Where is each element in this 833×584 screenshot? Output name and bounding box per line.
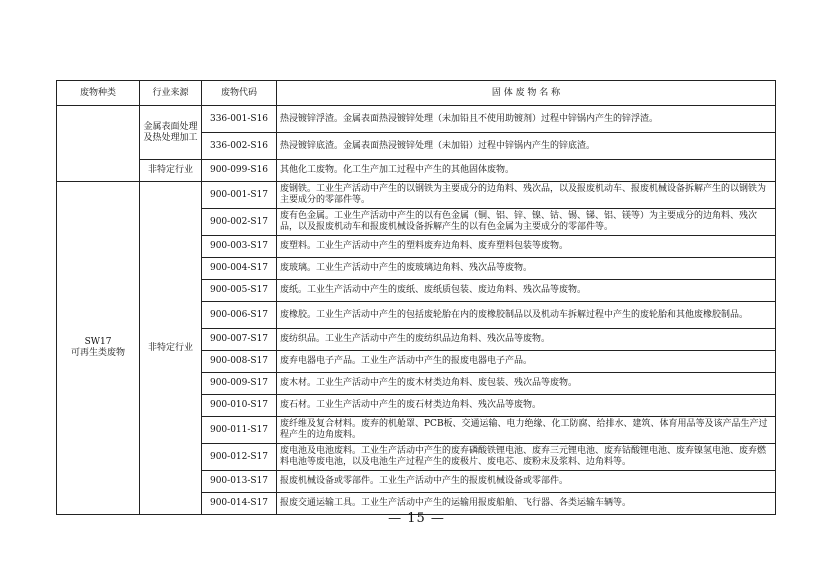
waste-description: 废木材。工业生产活动中产生的废木材类边角料、废包装、残次品等废物。 — [277, 373, 776, 395]
waste-description: 热浸镀锌浮渣。金属表面热浸镀锌处理（未加铅且不使用助镀剂）过程中锌锅内产生的锌浮渣。 — [277, 106, 776, 133]
header-code: 废物代码 — [202, 81, 277, 106]
header-row — [57, 81, 776, 106]
waste-code: 900-014-S17 — [202, 493, 277, 515]
waste-description: 废玻璃。工业生产活动中产生的废玻璃边角料、残次品等废物。 — [277, 258, 776, 280]
waste-code: 900-011-S17 — [202, 417, 277, 444]
header-name: 固 体 废 物 名 称 — [277, 81, 776, 106]
waste-code: 900-099-S16 — [202, 160, 277, 182]
waste-description: 热浸镀锌底渣。金属表面热浸镀锌处理（未加铅）过程中锌锅内产生的锌底渣。 — [277, 133, 776, 160]
waste-code: 900-007-S17 — [202, 329, 277, 351]
source-cell: 非特定行业 — [140, 182, 202, 515]
waste-code: 900-001-S17 — [202, 182, 277, 209]
header-category: 废物种类 — [57, 81, 140, 106]
source-cell: 金属表面处理及热处理加工 — [140, 106, 202, 160]
page-number: — 15 — — [388, 511, 445, 526]
waste-description: 报废机械设备或零部件。工业生产活动中产生的报废机械设备或零部件。 — [277, 471, 776, 493]
category-cell-continued — [57, 106, 140, 182]
waste-description: 其他化工废物。化工生产加工过程中产生的其他固体废物。 — [277, 160, 776, 182]
waste-description: 报废交通运输工具。工业生产活动中产生的运输用报废船舶、飞行器、各类运输车辆等。 — [277, 493, 776, 515]
waste-code: 900-008-S17 — [202, 351, 277, 373]
waste-description: 废纺织品。工业生产活动中产生的废纺织品边角料、残次品等废物。 — [277, 329, 776, 351]
table-row — [57, 160, 776, 182]
waste-description: 废橡胶。工业生产活动中产生的包括废轮胎在内的废橡胶制品以及机动车拆解过程中产生的废轮胎和其他废橡胶制品。 — [277, 302, 776, 329]
table-row — [57, 182, 776, 209]
category-code: SW17 — [84, 337, 112, 347]
table-row — [57, 106, 776, 133]
waste-code: 900-013-S17 — [202, 471, 277, 493]
waste-description: 废纤维及复合材料。废弃的机舱罩、PCB板、交通运输、电力绝缘、化工防腐、给排水、建筑、体育用品等及该产品生产过程产生的边角废料。 — [277, 417, 776, 444]
waste-description: 废石材。工业生产活动中产生的废石材类边角料、残次品等废物。 — [277, 395, 776, 417]
waste-code: 900-005-S17 — [202, 280, 277, 302]
waste-code: 900-003-S17 — [202, 236, 277, 258]
waste-code: 900-002-S17 — [202, 209, 277, 236]
source-cell: 非特定行业 — [140, 160, 202, 182]
category-name: 可再生类废物 — [70, 348, 125, 358]
waste-description: 废纸。工业生产活动中产生的废纸、废纸质包装、废边角料、残次品等废物。 — [277, 280, 776, 302]
waste-code: 336-002-S16 — [202, 133, 277, 160]
waste-code: 900-009-S17 — [202, 373, 277, 395]
waste-code: 900-004-S17 — [202, 258, 277, 280]
waste-code: 900-012-S17 — [202, 444, 277, 471]
waste-description: 废电池及电池废料。工业生产活动中产生的废弃磷酸铁锂电池、废弃三元锂电池、废弃钴酸锂电池、废弃镍氢电池、废弃燃料电池等废电池，以及电池生产过程产生的废极片、废电芯、废粉末及浆料、边角料等。 — [277, 444, 776, 471]
waste-code: 900-010-S17 — [202, 395, 277, 417]
waste-code: 900-006-S17 — [202, 302, 277, 329]
waste-description: 废塑料。工业生产活动中产生的塑料废弃边角料、废弃塑料包装等废物。 — [277, 236, 776, 258]
header-source: 行业来源 — [140, 81, 202, 106]
waste-code: 336-001-S16 — [202, 106, 277, 133]
waste-description: 废弃电器电子产品。工业生产活动中产生的报废电器电子产品。 — [277, 351, 776, 373]
solid-waste-table — [56, 80, 776, 515]
category-cell — [57, 182, 140, 515]
waste-description: 废有色金属。工业生产活动中产生的以有色金属（铜、铝、锌、镍、钴、锡、锑、铝、镁等）为主要成分的边角料、残次品，以及报废机动车和报废机械设备拆解产生的以有色金属为主要成分的零部件等。 — [277, 209, 776, 236]
waste-description: 废钢铁。工业生产活动中产生的以钢铁为主要成分的边角料、残次品，以及报废机动车、报废机械设备拆解产生的以钢铁为主要成分的零部件等。 — [277, 182, 776, 209]
